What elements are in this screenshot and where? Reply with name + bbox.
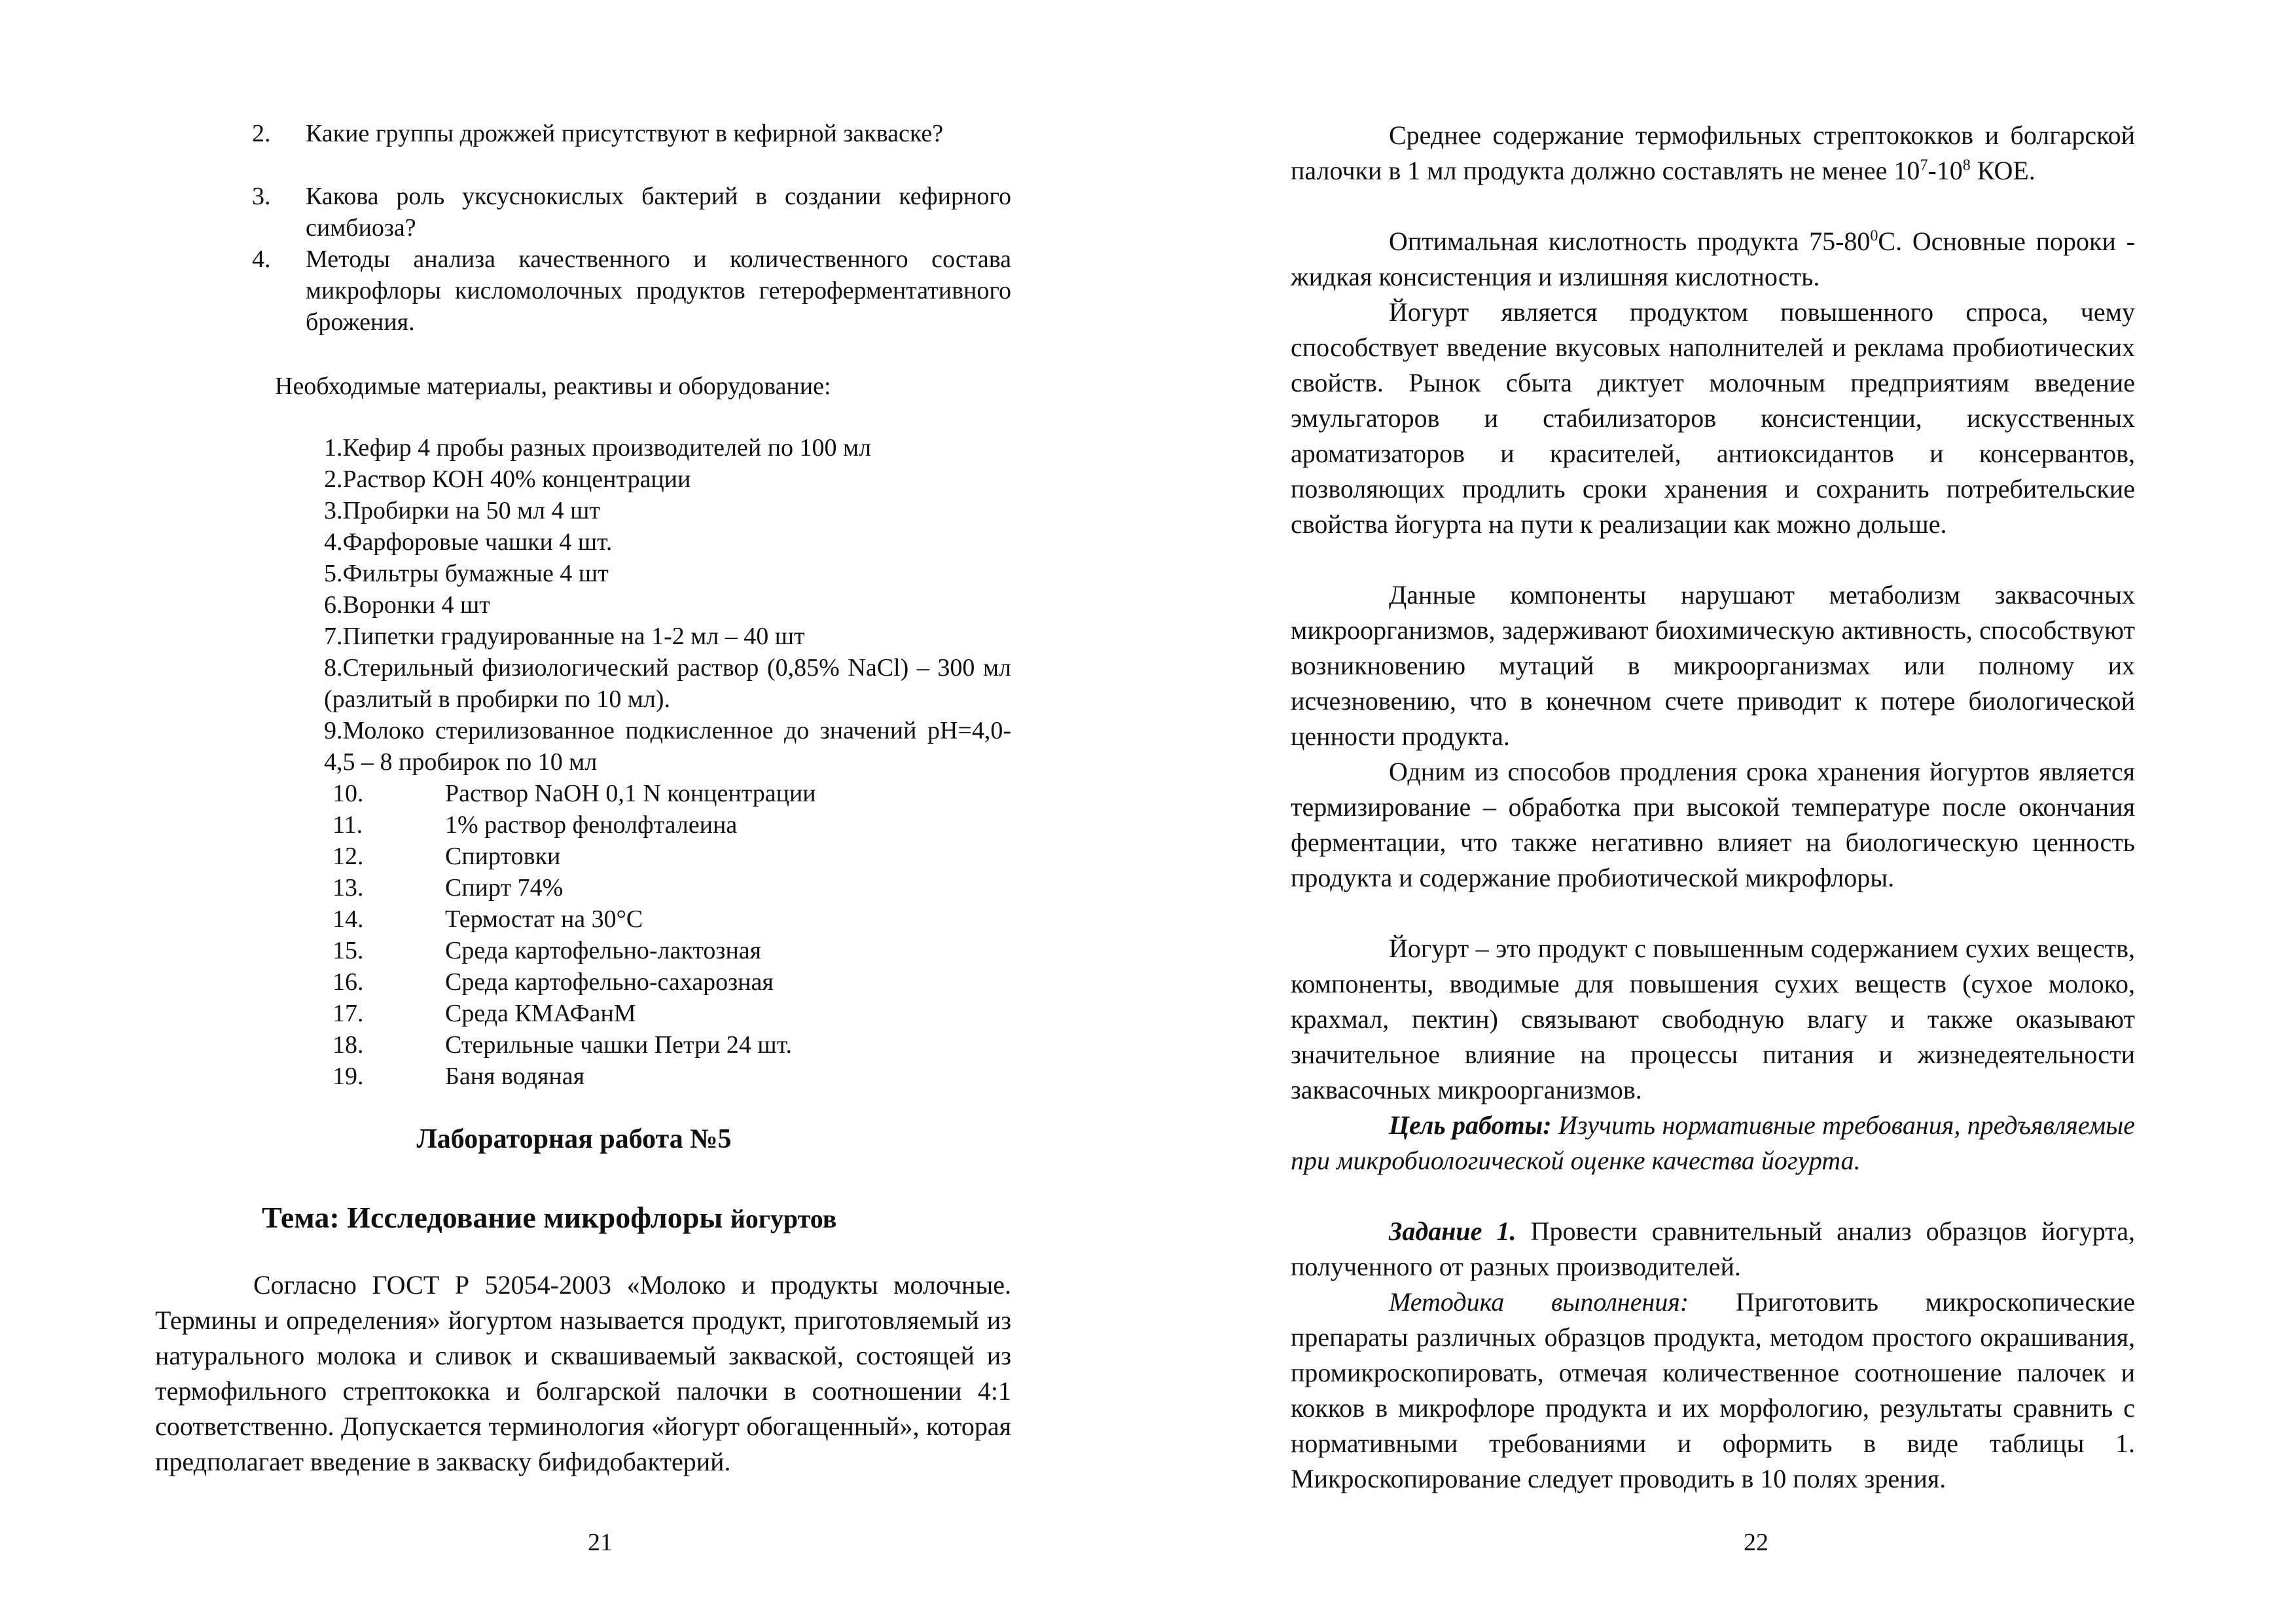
material-text: Баня водяная [445, 1063, 585, 1090]
material-text: Раствор NaOH 0,1 N концентрации [445, 780, 816, 807]
material-number: 12. [332, 843, 364, 870]
p1-text: Среднее содержание термофильных стрептококков и болгарской палочки в 1 мл продукта должно составлять не менее 10 [1291, 120, 2135, 185]
paragraph-dry-matter: Йогурт – это продукт с повышенным содержанием сухих веществ, компоненты, вводимые для повышения сухих веществ (сухое молоко, крахмал, пектин) связывают свободную влагу и также оказывают значительное влияние на процессы питания и жизнедеятельности заквасочных микроорганизмов. [1291, 934, 2135, 1104]
material-item: 4.Фарфоровые чашки 4 шт. [324, 528, 613, 556]
question-item [252, 181, 1011, 244]
question-text: Какие группы дрожжей присутствуют в кефирной закваске? [306, 120, 944, 147]
question-number: 3. [252, 183, 271, 210]
right-page [1148, 0, 2296, 1623]
paragraph-components: Данные компоненты нарушают метаболизм заквасочных микроорганизмов, задерживают биохимическую активность, способствуют возникновению мутаций в микроорганизмах или полному их исчезновению, что в конечном счете приводит к потере биологической ценности продукта. [1291, 580, 2135, 751]
material-number: 13. [332, 874, 364, 902]
paragraph-demand: Йогурт является продуктом повышенного спроса, чему способствует введение вкусовых наполнителей и реклама пробиотических свойств. Рынок сбыта диктует молочным предприятиям введение эмульгаторов и стабилизаторов консистенции, искусственных ароматизаторов и красителей, антиоксидантов и консервантов, позволяющих продлить сроки хранения и сохранить потребительские свойства йогурта на пути к реализации как можно дольше. [1291, 297, 2135, 539]
lab-title: Лабораторная работа №5 [416, 1124, 732, 1154]
material-item: 7.Пипетки градуированные на 1-2 мл – 40 шт [324, 623, 805, 650]
question-item [252, 118, 1011, 149]
material-number: 11. [332, 811, 363, 839]
material-number: 18. [332, 1031, 364, 1059]
material-item: 2.Раствор КОН 40% концентрации [324, 465, 691, 493]
material-item: 9.Молоко стерилизованное подкисленное до значений рН=4,0-4,5 – 8 пробирок по 10 мл [324, 717, 1011, 776]
material-item: 6.Воронки 4 шт [324, 591, 490, 619]
p1-mid: -10 [1928, 156, 1963, 185]
lab-subtitle [262, 1199, 836, 1237]
goal-label: Цель работы: [1389, 1110, 1552, 1140]
material-text: Среда КМАФанМ [445, 1000, 636, 1027]
question-text: Методы анализа качественного и количественного состава микрофлоры кисломолочных продуктов гетероферментативного брожения. [306, 246, 1011, 336]
material-number: 17. [332, 1000, 364, 1027]
p1-end: КОЕ. [1970, 156, 2036, 185]
p2-end: С. Основные пороки - жидкая консистенция и излишняя кислотность. [1291, 227, 2135, 291]
question-text: Какова роль уксуснокислых бактерий в создании кефирного симбиоза? [306, 183, 1011, 242]
question-number: 4. [252, 246, 271, 273]
material-number: 16. [332, 968, 364, 996]
p1-sup2: 8 [1962, 156, 1971, 174]
page-number: 21 [588, 1529, 613, 1556]
p1-sup1: 7 [1920, 156, 1928, 174]
material-item: 5.Фильтры бумажные 4 шт [324, 560, 609, 587]
intro-paragraph: Согласно ГОСТ Р 52054-2003 «Молоко и продукты молочные. Термины и определения» йогуртом называется продукт, приготовляемый из натурального молока и сливок и сквашиваемый закваской, состоящей из термофильного стрептококка и болгарской палочки в соотношении 4:1 соответственно. Допускается терминология «йогурт обогащенный», которая предполагает введение в закваску бифидобактерий. [155, 1270, 1011, 1476]
question-item [252, 244, 1011, 338]
method-text: Приготовить микроскопические препараты различных образцов продукта, методом простого окрашивания, промикроскопировать, отмечая количественное соотношение палочек и кокков в микрофлоре продукта и их морфологию, результаты сравнить с нормативными требованиями и оформить в виде таблицы 1. Микроскопирование следует проводить в 10 полях зрения. [1291, 1287, 2135, 1493]
material-item: 8.Стерильный физиологический раствор (0,85% NaCl) – 300 мл (разлитый в пробирки по 10 мл). [324, 654, 1011, 713]
material-number: 19. [332, 1063, 364, 1090]
material-text: Спиртовки [445, 843, 561, 870]
material-item: 1.Кефир 4 пробы разных производителей по 100 мл [324, 434, 872, 462]
lab-subtitle-small: йогуртов [730, 1204, 837, 1233]
page-number: 22 [1744, 1529, 1768, 1556]
material-item: 3.Пробирки на 50 мл 4 шт [324, 497, 600, 524]
question-number: 2. [252, 120, 271, 147]
material-text: Термостат на 30°С [445, 905, 643, 933]
method-label: Методика выполнения: [1389, 1287, 1689, 1317]
paragraph-acidity [1291, 224, 2135, 295]
material-text: Среда картофельно-сахарозная [445, 968, 774, 996]
paragraph-thermization: Одним из способов продления срока хранения йогуртов является термизирование – обработка при высокой температуре после окончания ферментации, что также негативно влияет на биологическую ценность продукта и содержание пробиотической микрофлоры. [1291, 757, 2135, 892]
paragraph-method [1291, 1285, 2135, 1497]
materials-heading: Необходимые материалы, реактивы и оборудование: [275, 373, 831, 400]
p2-sup: 0 [1870, 227, 1878, 245]
material-number: 15. [332, 937, 364, 964]
material-text: Среда картофельно-лактозная [445, 937, 762, 964]
material-text: 1% раствор фенолфталеина [445, 811, 738, 839]
paragraph-goal [1291, 1108, 2135, 1178]
p2-text: Оптимальная кислотность продукта 75-80 [1389, 227, 1871, 256]
material-text: Спирт 74% [445, 874, 564, 902]
paragraph-task [1291, 1214, 2135, 1285]
paragraph-bacteria-count [1291, 118, 2135, 189]
material-number: 10. [332, 780, 364, 807]
material-number: 14. [332, 905, 364, 933]
material-text: Стерильные чашки Петри 24 шт. [445, 1031, 792, 1059]
task-text: Провести сравнительный анализ образцов йогурта, полученного от разных производителей. [1291, 1216, 2136, 1281]
goal-text: Изучить нормативные требования, предъявляемые при микробиологической оценке качества йогурта. [1291, 1110, 2135, 1175]
lab-subtitle-main: Тема: Исследование микрофлоры [262, 1201, 730, 1234]
task-label: Задание 1. [1389, 1216, 1516, 1246]
